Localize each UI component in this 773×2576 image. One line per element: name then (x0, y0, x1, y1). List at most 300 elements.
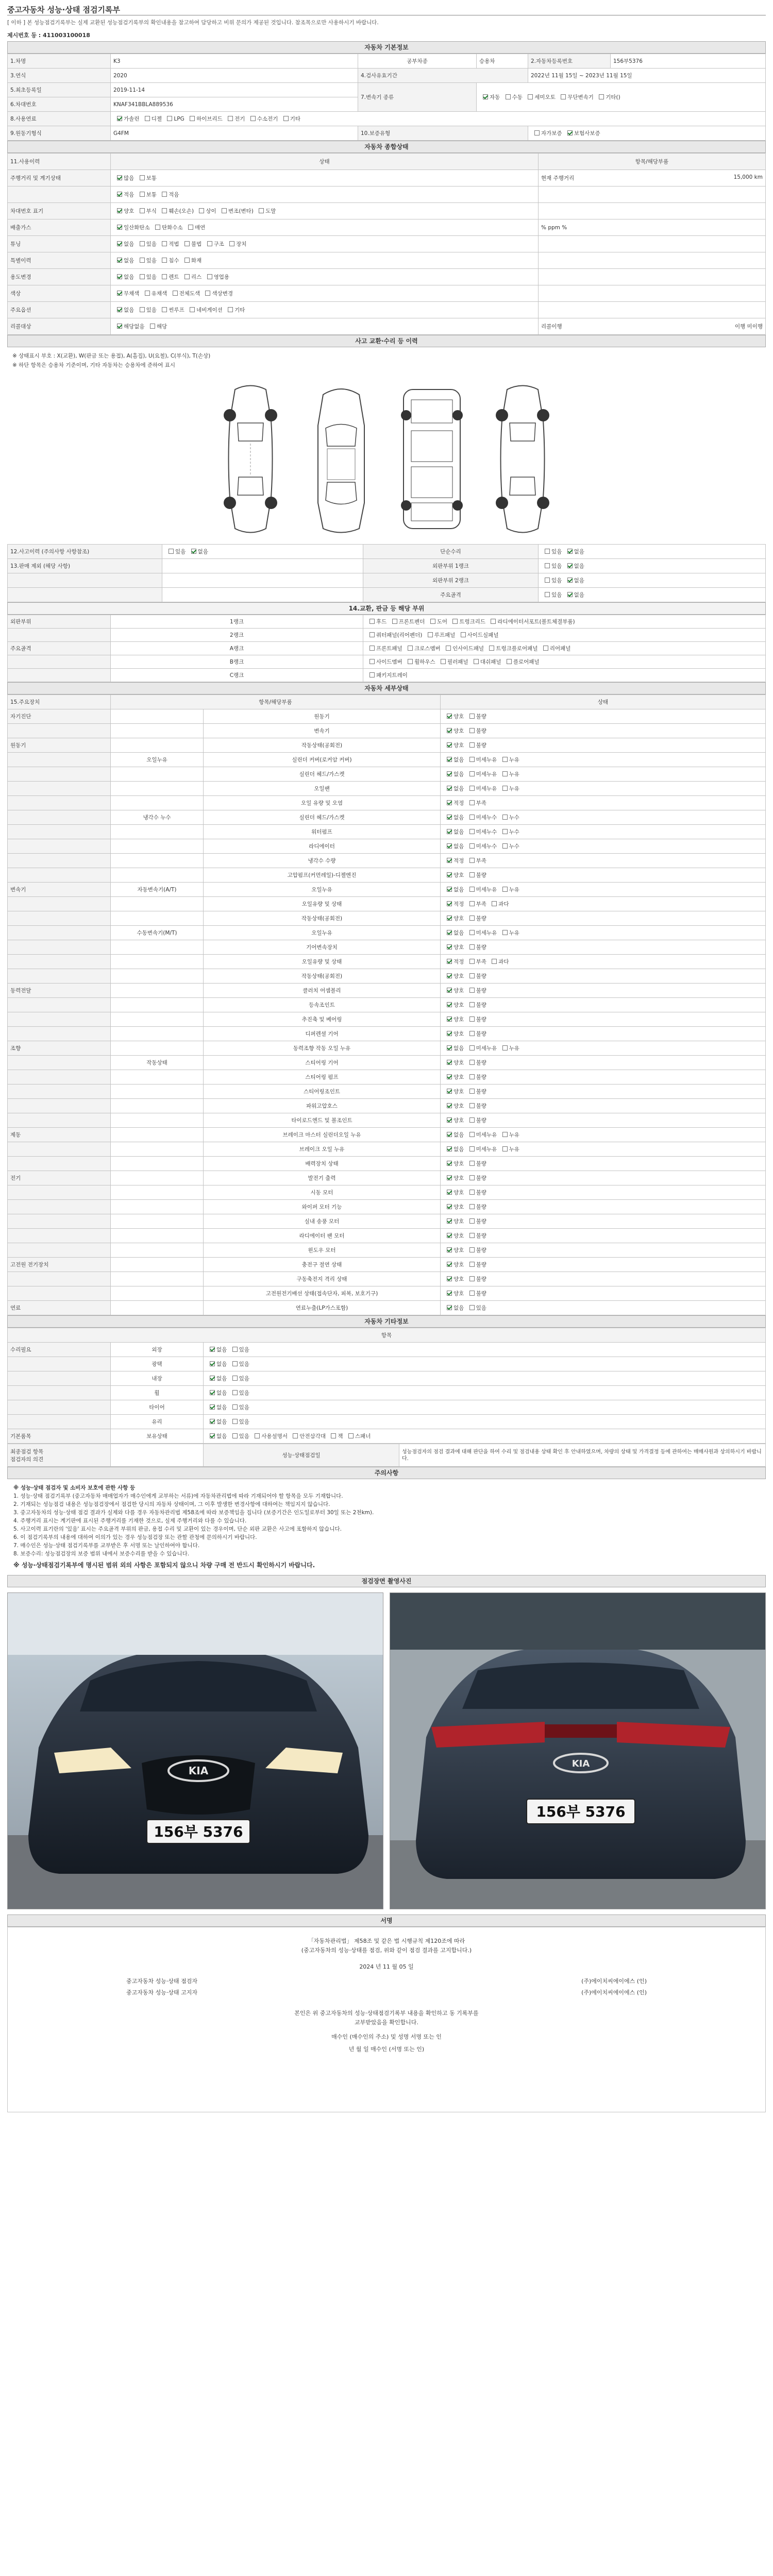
checkbox-checked[interactable] (210, 1433, 215, 1438)
row-group (8, 810, 111, 825)
row-label: 배출가스 (8, 219, 111, 236)
caution-line: 2. 기재되는 성능점검 내용은 성능점검장에서 점검한 당시의 자동차 상태이며, 그 이후 발생한 변경사항에 대하여는 책임지지 않습니다. (13, 1501, 330, 1507)
checkbox[interactable] (502, 1045, 508, 1050)
checkbox[interactable] (489, 646, 494, 651)
checkbox[interactable] (232, 1433, 238, 1438)
parts-table (7, 615, 766, 682)
row-sub (111, 1214, 204, 1229)
checkbox-checked[interactable] (117, 192, 122, 197)
option-label: 누수 (509, 829, 519, 835)
checkbox[interactable] (232, 1347, 238, 1352)
row-options (111, 187, 539, 203)
checkbox[interactable] (469, 901, 475, 906)
checkbox[interactable] (469, 858, 475, 863)
checkbox-checked[interactable] (117, 291, 122, 296)
checkbox[interactable] (502, 815, 508, 820)
checkbox-checked[interactable] (447, 1291, 452, 1296)
checkbox-checked[interactable] (447, 1190, 452, 1195)
option-label: 부족 (476, 901, 486, 907)
car-rear-photo (390, 1593, 766, 1909)
checkbox[interactable] (469, 1060, 475, 1065)
checkbox[interactable] (228, 116, 233, 121)
checkbox[interactable] (469, 1161, 475, 1166)
checkbox-checked[interactable] (447, 1016, 452, 1022)
option-label: 불량 (476, 714, 486, 720)
checkbox-checked[interactable] (447, 1218, 452, 1224)
checkbox-checked[interactable] (447, 973, 452, 978)
checkbox-checked[interactable] (447, 1204, 452, 1209)
row-item: 스티어링조인트 (204, 1084, 441, 1099)
checkbox-checked[interactable] (191, 549, 196, 554)
row-item: 라디에이터 팬 모터 (204, 1229, 441, 1243)
checkbox[interactable] (528, 94, 533, 99)
checkbox[interactable] (140, 307, 145, 312)
checkbox[interactable] (469, 1175, 475, 1180)
table-row (8, 1056, 766, 1070)
sign-text: 「자동차관리법」 제58조 및 같은 법 시행규칙 제120조에 따라 (308, 1938, 465, 1944)
checkbox[interactable] (469, 1074, 475, 1079)
checkbox[interactable] (167, 116, 172, 121)
checkbox[interactable] (491, 619, 496, 624)
checkbox-checked[interactable] (447, 930, 452, 935)
option-label: 없음 (453, 930, 464, 936)
checkbox[interactable] (469, 1233, 475, 1238)
row-group (8, 1272, 111, 1286)
table-row (8, 1429, 766, 1444)
row-sub (111, 1301, 204, 1315)
checkbox[interactable] (145, 116, 150, 121)
option-label: 불량 (476, 1276, 486, 1282)
checkbox[interactable] (502, 829, 508, 834)
checkbox[interactable] (545, 592, 550, 597)
checkbox-checked[interactable] (567, 549, 573, 554)
row-options (441, 926, 766, 940)
checkbox[interactable] (232, 1361, 238, 1366)
row-group (8, 1142, 111, 1157)
checkbox[interactable] (232, 1404, 238, 1410)
right-value: 15,000 km (733, 174, 763, 180)
row-group (8, 940, 111, 955)
checkbox[interactable] (369, 619, 375, 624)
checkbox[interactable] (492, 959, 497, 964)
checkbox[interactable] (250, 116, 256, 121)
checkbox[interactable] (492, 901, 497, 906)
checkbox-checked[interactable] (447, 800, 452, 805)
checkbox-checked[interactable] (117, 208, 122, 213)
option-label: 불량 (476, 973, 486, 979)
checkbox[interactable] (140, 241, 145, 246)
checkbox-checked[interactable] (447, 1060, 452, 1065)
checkbox[interactable] (469, 1276, 475, 1281)
checkbox-checked[interactable] (447, 1262, 452, 1267)
checkbox-checked[interactable] (447, 916, 452, 921)
checkbox[interactable] (232, 1376, 238, 1381)
checkbox-checked[interactable] (447, 1132, 452, 1137)
checkbox[interactable] (469, 1146, 475, 1151)
checkbox[interactable] (184, 241, 190, 246)
checkbox-checked[interactable] (447, 1276, 452, 1281)
checkbox[interactable] (162, 241, 167, 246)
checkbox[interactable] (190, 116, 195, 121)
checkbox[interactable] (173, 291, 178, 296)
checkbox-checked[interactable] (447, 1233, 452, 1238)
checkbox-checked[interactable] (117, 241, 122, 246)
checkbox-checked[interactable] (117, 175, 122, 180)
checkbox[interactable] (428, 632, 433, 637)
checkbox-checked[interactable] (447, 1247, 452, 1252)
checkbox-checked[interactable] (447, 872, 452, 877)
checkbox-checked[interactable] (447, 1175, 452, 1180)
checkbox[interactable] (469, 959, 475, 964)
checkbox[interactable] (469, 1262, 475, 1267)
checkbox[interactable] (150, 324, 155, 329)
checkbox-checked[interactable] (447, 786, 452, 791)
checkbox[interactable] (259, 208, 264, 213)
checkbox-checked[interactable] (447, 757, 452, 762)
row-options (441, 1056, 766, 1070)
row-group (8, 1113, 111, 1128)
checkbox-checked[interactable] (447, 887, 452, 892)
checkbox-checked[interactable] (447, 714, 452, 719)
row-group (8, 998, 111, 1012)
checkbox-checked[interactable] (210, 1390, 215, 1395)
checkbox[interactable] (469, 742, 475, 748)
checkbox-checked[interactable] (447, 1089, 452, 1094)
checkbox[interactable] (502, 1146, 508, 1151)
checkbox[interactable] (184, 274, 190, 279)
checkbox[interactable] (545, 578, 550, 583)
table-row (8, 796, 766, 810)
checkbox[interactable] (392, 619, 397, 624)
checkbox[interactable] (502, 843, 508, 849)
row-rank: C랭크 (111, 669, 363, 682)
checkbox[interactable] (369, 659, 375, 664)
table-row (8, 897, 766, 911)
checkbox[interactable] (184, 258, 190, 263)
checkbox[interactable] (469, 1132, 475, 1137)
checkbox[interactable] (461, 632, 466, 637)
checkbox[interactable] (543, 646, 548, 651)
checkbox[interactable] (140, 208, 145, 213)
checkbox-checked[interactable] (567, 592, 573, 597)
table-row (8, 545, 766, 559)
option-label: 많음 (124, 175, 135, 181)
checkbox-checked[interactable] (447, 1305, 452, 1310)
option-label: 누유 (509, 786, 519, 792)
checkbox-checked[interactable] (447, 1161, 452, 1166)
checkbox[interactable] (228, 307, 233, 312)
checkbox[interactable] (469, 1016, 475, 1022)
checkbox[interactable] (469, 1031, 475, 1036)
checkbox-checked[interactable] (447, 1146, 452, 1151)
checkbox[interactable] (469, 1305, 475, 1310)
checkbox[interactable] (162, 192, 167, 197)
detail-status-table (7, 694, 766, 1315)
row-label: 리콜대상 (8, 318, 111, 335)
checkbox[interactable] (205, 291, 210, 296)
checkbox[interactable] (140, 192, 145, 197)
checkbox-checked[interactable] (447, 988, 452, 993)
photo-row (7, 1587, 766, 1914)
checkbox-checked[interactable] (483, 94, 488, 99)
checkbox[interactable] (331, 1433, 336, 1438)
option-label: 프론트펜더 (398, 619, 425, 625)
row-options (111, 219, 539, 236)
checkbox[interactable] (232, 1390, 238, 1395)
option-label: 있음 (239, 1433, 249, 1439)
checkbox-checked[interactable] (210, 1361, 215, 1366)
option-label: 있음 (551, 592, 562, 598)
row-options (441, 1243, 766, 1258)
checkbox[interactable] (190, 307, 195, 312)
row-item: 충전구 절연 상태 (204, 1258, 441, 1272)
option-label: 적음 (169, 192, 179, 198)
option-label: 없음 (197, 549, 208, 555)
row-item: 작동상태(공회전) (204, 911, 441, 926)
row-options (441, 1012, 766, 1027)
row-group (8, 825, 111, 839)
row-options (162, 573, 363, 588)
option-label: 있음 (146, 274, 157, 280)
option-label: 미세누수 (476, 829, 497, 835)
row-group: 제동 (8, 1128, 111, 1142)
checkbox[interactable] (408, 646, 413, 651)
checkbox-checked[interactable] (447, 829, 452, 834)
option-label: 불량 (476, 1031, 486, 1037)
row-sub (111, 1012, 204, 1027)
checkbox-checked[interactable] (447, 815, 452, 820)
checkbox[interactable] (162, 307, 167, 312)
checkbox-checked[interactable] (117, 324, 122, 329)
table-row (8, 236, 766, 252)
checkbox-checked[interactable] (447, 1002, 452, 1007)
checkbox[interactable] (199, 208, 204, 213)
checkbox[interactable] (469, 1103, 475, 1108)
checkbox-checked[interactable] (447, 858, 452, 863)
option-label: 불량 (476, 1291, 486, 1297)
checkbox[interactable] (369, 646, 375, 651)
checkbox[interactable] (469, 786, 475, 791)
basic-row (8, 69, 766, 83)
option-label: 세미오토 (534, 94, 556, 100)
checkbox-checked[interactable] (447, 944, 452, 950)
table-row (8, 1157, 766, 1171)
checkbox[interactable] (408, 659, 413, 664)
row-sub (111, 1185, 204, 1200)
table-row (8, 1258, 766, 1272)
checkbox[interactable] (469, 944, 475, 950)
option-label: 불량 (476, 1016, 486, 1023)
checkbox[interactable] (207, 274, 212, 279)
row-options (441, 1142, 766, 1157)
checkbox-checked[interactable] (447, 901, 452, 906)
checkbox[interactable] (502, 1132, 508, 1137)
checkbox[interactable] (169, 549, 174, 554)
option-label: 없음 (124, 241, 135, 247)
checkbox[interactable] (502, 757, 508, 762)
checkbox-checked[interactable] (447, 843, 452, 849)
checkbox-checked[interactable] (567, 563, 573, 568)
checkbox[interactable] (469, 1089, 475, 1094)
table-row (8, 926, 766, 940)
checkbox[interactable] (469, 815, 475, 820)
checkbox[interactable] (145, 291, 150, 296)
checkbox[interactable] (469, 887, 475, 892)
checkbox[interactable] (469, 916, 475, 921)
basic-label: 4.검사유효기간 (358, 69, 528, 83)
row-options (111, 269, 539, 285)
checkbox-checked[interactable] (447, 1045, 452, 1050)
row-group: 수리필요 (8, 1343, 111, 1357)
checkbox-checked[interactable] (447, 728, 452, 733)
checkbox-checked[interactable] (117, 307, 122, 312)
option-label: 양호 (453, 1103, 464, 1109)
checkbox[interactable] (469, 728, 475, 733)
checkbox[interactable] (561, 94, 566, 99)
checkbox-checked[interactable] (117, 258, 122, 263)
checkbox[interactable] (469, 973, 475, 978)
inspection-date-label: 성능·상태점검일 (204, 1444, 399, 1467)
checkbox[interactable] (155, 225, 160, 230)
checkbox-checked[interactable] (447, 959, 452, 964)
option-label: 없음 (574, 549, 584, 555)
checkbox[interactable] (545, 563, 550, 568)
row-item: 오일유량 및 상태 (204, 955, 441, 969)
checkbox[interactable] (369, 632, 375, 637)
checkbox[interactable] (469, 800, 475, 805)
checkbox[interactable] (369, 672, 375, 677)
option-label: 트렁크플로어패널 (496, 646, 538, 652)
checkbox[interactable] (502, 930, 508, 935)
checkbox[interactable] (140, 175, 145, 180)
option-label: 양호 (453, 1175, 464, 1181)
option-label: 없음 (124, 307, 135, 313)
checkbox[interactable] (229, 241, 234, 246)
row-options (441, 998, 766, 1012)
checkbox-checked[interactable] (117, 225, 122, 230)
checkbox[interactable] (162, 208, 167, 213)
option-label: 무단변속기 (567, 94, 594, 100)
row-options (441, 1070, 766, 1084)
option-label: 불량 (476, 1002, 486, 1008)
checkbox[interactable] (283, 116, 289, 121)
checkbox-checked[interactable] (567, 578, 573, 583)
checkbox[interactable] (545, 549, 550, 554)
checkbox-checked[interactable] (210, 1419, 215, 1424)
checkbox[interactable] (599, 94, 604, 99)
table-row (8, 1400, 766, 1415)
checkbox[interactable] (469, 1190, 475, 1195)
option-label: 적정 (453, 959, 464, 965)
checkbox[interactable] (534, 130, 540, 135)
checkbox[interactable] (469, 1218, 475, 1224)
checkbox[interactable] (474, 659, 479, 664)
checkbox[interactable] (506, 94, 511, 99)
option-label: 양호 (453, 1031, 464, 1037)
checkbox[interactable] (430, 619, 435, 624)
option-label: 필러패널 (447, 659, 468, 665)
checkbox[interactable] (469, 829, 475, 834)
checkbox-checked[interactable] (447, 1031, 452, 1036)
table-row (8, 753, 766, 767)
opinion-empty (111, 1444, 204, 1467)
row-rank: 2랭크 (111, 629, 363, 642)
checkbox[interactable] (502, 786, 508, 791)
checkbox-checked[interactable] (447, 771, 452, 776)
option-label: 불량 (476, 1117, 486, 1124)
checkbox-checked[interactable] (447, 742, 452, 748)
checkbox[interactable] (446, 646, 451, 651)
row-item: 광택 (111, 1357, 204, 1371)
checkbox[interactable] (255, 1433, 260, 1438)
checkbox[interactable] (207, 241, 212, 246)
checkbox-checked[interactable] (447, 1103, 452, 1108)
section-photos-title: 점검장면 촬영사진 (7, 1575, 766, 1587)
table-row (8, 911, 766, 926)
checkbox[interactable] (469, 714, 475, 719)
checkbox[interactable] (469, 1117, 475, 1123)
option-label: 불량 (476, 1204, 486, 1210)
checkbox[interactable] (441, 659, 446, 664)
checkbox[interactable] (140, 258, 145, 263)
checkbox[interactable] (502, 887, 508, 892)
checkbox-checked[interactable] (210, 1347, 215, 1352)
checkbox[interactable] (162, 274, 167, 279)
checkbox[interactable] (348, 1433, 354, 1438)
option-label: 양호 (453, 742, 464, 749)
checkbox-checked[interactable] (567, 130, 573, 135)
checkbox[interactable] (162, 258, 167, 263)
checkbox[interactable] (469, 1247, 475, 1252)
checkbox-checked[interactable] (210, 1376, 215, 1381)
checkbox[interactable] (502, 771, 508, 776)
checkbox[interactable] (140, 274, 145, 279)
checkbox[interactable] (469, 1002, 475, 1007)
checkbox[interactable] (293, 1433, 298, 1438)
sign-text: 년 월 일 매수인 (서명 또는 인) (348, 2046, 425, 2053)
checkbox[interactable] (222, 208, 227, 213)
checkbox[interactable] (469, 988, 475, 993)
checkbox-checked[interactable] (117, 274, 122, 279)
checkbox[interactable] (452, 619, 458, 624)
checkbox[interactable] (469, 843, 475, 849)
checkbox[interactable] (469, 1045, 475, 1050)
checkbox[interactable] (469, 757, 475, 762)
option-label: 수소전기 (257, 116, 278, 122)
option-label: 수동 (512, 94, 523, 100)
row-item: 와이퍼 모터 기능 (204, 1200, 441, 1214)
checkbox[interactable] (469, 1204, 475, 1209)
checkbox[interactable] (188, 225, 193, 230)
checkbox[interactable] (469, 771, 475, 776)
checkbox[interactable] (507, 659, 512, 664)
row-sub (111, 738, 204, 753)
option-label: 양호 (453, 1218, 464, 1225)
checkbox-checked[interactable] (447, 1117, 452, 1123)
row-item: 배력장치 상태 (204, 1157, 441, 1171)
checkbox[interactable] (232, 1419, 238, 1424)
option-label: 없음 (216, 1433, 227, 1439)
row-options (204, 1400, 766, 1415)
checkbox[interactable] (469, 872, 475, 877)
checkbox-checked[interactable] (447, 1074, 452, 1079)
checkbox-checked[interactable] (117, 116, 122, 121)
row-group (8, 1286, 111, 1301)
row-sub (111, 897, 204, 911)
checkbox[interactable] (469, 930, 475, 935)
checkbox[interactable] (469, 1291, 475, 1296)
checkbox-checked[interactable] (210, 1404, 215, 1410)
